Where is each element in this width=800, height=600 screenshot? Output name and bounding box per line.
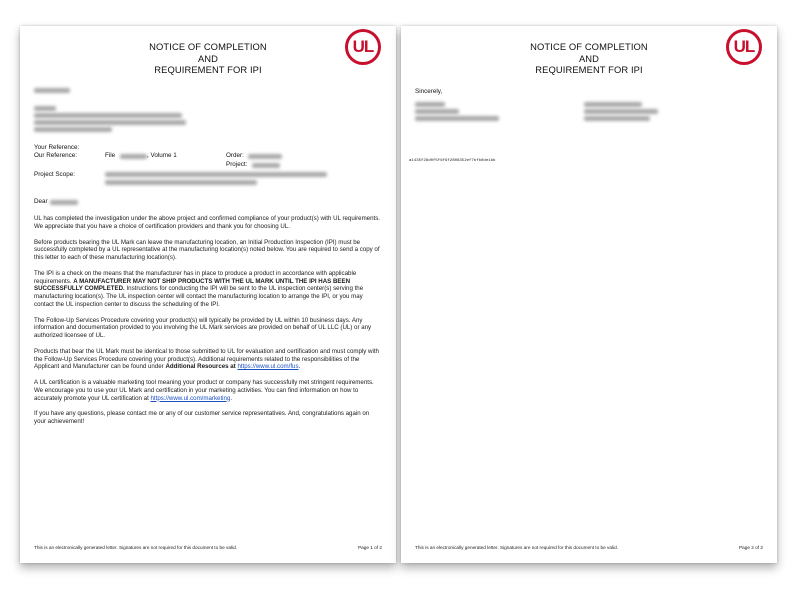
paragraph: The Follow-Up Services Procedure covering your product(s) will typically be provided by UL within 10 business days. Any information and documentation provided to you involving the UL Mark services are provided on behalf of UL LLC (UL) or any authorized licensee of UL. [34, 316, 372, 339]
page-number: Page 2 of 2 [739, 545, 763, 550]
ul-logo-text: UL [352, 37, 374, 56]
document-page-1 [20, 26, 396, 563]
letter-body [34, 215, 382, 434]
salutation: Dear [34, 198, 48, 205]
fus-link[interactable]: https://www.ul.com/fus [237, 363, 299, 371]
paragraph: If you have any questions, please contact me or any of our customer service representatives. And, congratulations again on your achievement! [34, 410, 370, 425]
document-hash: a1435f28d0f5f6f9f2806352ef7bfb0de1bb [409, 159, 496, 163]
closing-sincerely: Sincerely, [415, 88, 443, 95]
document-title [401, 41, 777, 76]
title-line: NOTICE OF COMPLETION [530, 41, 648, 52]
order-label: Order: [226, 152, 244, 159]
marketing-link[interactable]: https://www.ul.com/marketing [150, 394, 231, 402]
ul-logo-text: UL [733, 37, 755, 56]
redacted-project-scope [105, 172, 327, 177]
paragraph: Products that bear the UL Mark must be identical to those submitted to UL for evaluation and certification and must comply with the Follow-Up Services Procedure covering your product(s). Additional requirements related to the responsibilities of the Applicant and Manufacturer can be found under Additional Resources at https://www.ul.com/fus. [34, 347, 379, 371]
document-page-2 [401, 26, 777, 563]
volume-text: , Volume 1 [147, 152, 177, 159]
project-label: Project: [226, 161, 248, 168]
paragraph: A UL certification is a valuable marketing tool meaning your product or company has successfully met stringent requirements. We encourage you to use your UL Mark and certification in your marketing activities. You can find information on how to accurately promote your UL certification at https://www.ul.com/marketing. [34, 379, 374, 402]
paragraph: Before products bearing the UL Mark can leave the manufacturing location, an Initial Production Inspection (IPI) must be successfully completed by a UL representative at the manufacturing location(s) noted below. You are required to send a copy of this letter to each of these manufacturing location(s). [34, 238, 380, 261]
redacted-file-number [120, 154, 147, 159]
redacted-project-number [252, 163, 280, 168]
document-title [20, 41, 396, 76]
redacted-order-number [248, 154, 282, 159]
footer-note: This is an electronically generated letter. Signatures are not required for this document to be valid. [34, 545, 237, 550]
page-footer [34, 545, 382, 551]
title-line: NOTICE OF COMPLETION [149, 41, 267, 52]
page-number: Page 1 of 2 [358, 545, 382, 550]
project-scope-label: Project Scope: [34, 171, 75, 178]
title-line: REQUIREMENT FOR IPI [535, 64, 643, 75]
your-reference-label: Your Reference: [34, 144, 80, 151]
page-footer [415, 545, 763, 551]
our-reference-label: Our Reference: [34, 152, 78, 159]
title-line: AND [578, 52, 600, 64]
ul-logo [726, 29, 762, 65]
paragraph: UL has completed the investigation under the above project and confirmed compliance of your product(s) with UL requirements. We appreciate that you have a choice of certification providers and thank you for choosing UL. [34, 215, 380, 230]
paragraph: The IPI is a check on the means that the manufacturer has in place to produce a product in accordance with applicable requirements. A MANUFACTURER MAY NOT SHIP PRODUCTS WITH THE UL MARK UNTIL THE IPI HAS BEEN SUCCESSFULLY COMPLETED. Instructions for conducting the IPI will be sent to the UL inspection center(s) serving the manufacturing location(s). The UL inspection center will contact the manufacturing location to arrange the IPI, or you may contact the UL inspection center to discuss the scheduling of the IPI. [34, 269, 364, 308]
ul-logo [345, 29, 381, 65]
footer-note: This is an electronically generated letter. Signatures are not required for this document to be valid. [415, 545, 618, 550]
title-line: REQUIREMENT FOR IPI [154, 64, 262, 75]
redacted-project-scope [105, 180, 257, 185]
title-line: AND [197, 52, 219, 64]
redacted-recipient-name [50, 200, 78, 205]
file-label: File [105, 152, 116, 159]
